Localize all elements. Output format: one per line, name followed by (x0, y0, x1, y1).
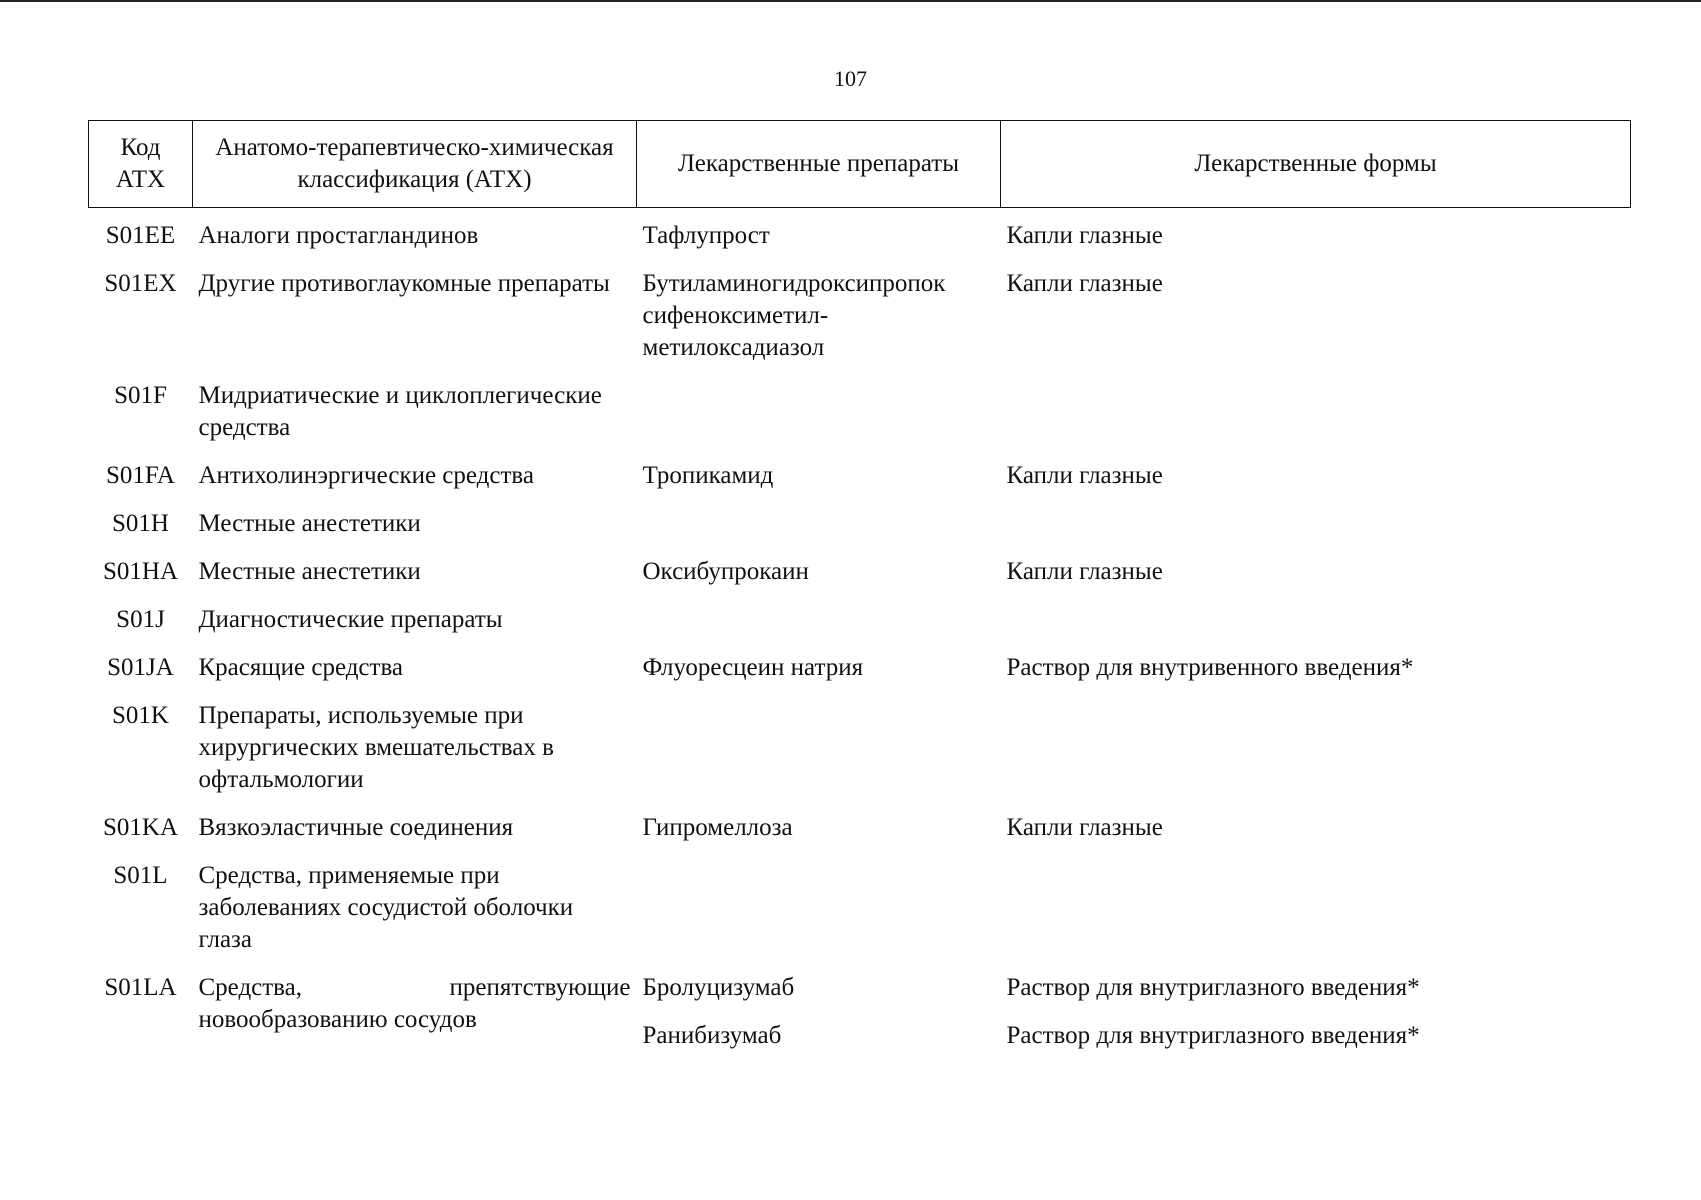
atc-classification: Аналоги простагландинов (198, 222, 479, 249)
dosage-form: Капли глазные (1006, 270, 1163, 297)
drug-cell (637, 604, 1001, 652)
drug-cell (637, 860, 1001, 972)
atc-classification: Местные анестетики (198, 510, 421, 537)
atc-table (88, 120, 1631, 1068)
form-cell (1001, 812, 1631, 860)
atc-code: S01K (112, 702, 169, 729)
atc-classification: Средства, применяемые при заболеваниях сосудистой оболочки глаза (198, 862, 574, 953)
dosage-form: Раствор для внутривенного введения* (1006, 654, 1414, 681)
header-drugs: Лекарственные препараты (637, 121, 1001, 208)
table-row (89, 860, 1631, 972)
dosage-form: Раствор для внутриглазного введения* (1006, 974, 1420, 1001)
table-row (89, 208, 1631, 269)
header-code: Код АТХ (89, 121, 193, 208)
atc-code: S01JA (107, 654, 174, 681)
drug-name: Ранибизумаб (642, 1022, 782, 1049)
atc-code: S01HA (102, 558, 178, 585)
dosage-form: Капли глазные (1006, 462, 1163, 489)
form-cell (1001, 652, 1631, 700)
drug-cell (637, 380, 1001, 460)
table-header-row (89, 121, 1631, 208)
table-row (89, 604, 1631, 652)
table-row (89, 556, 1631, 604)
drug-name: Бутиламиногидроксипропок сифеноксиметил-метилоксадиазол (642, 270, 946, 361)
atc-classification: Диагностические препараты (198, 606, 503, 633)
form-cell (1001, 508, 1631, 556)
atc-classification: Препараты, используемые при хирургических вмешательствах в офтальмологии (198, 702, 554, 793)
atc-classification: Красящие средства (198, 654, 404, 681)
drug-name: Гипромеллоза (642, 814, 793, 841)
form-cell (1001, 972, 1631, 1068)
table-row (89, 460, 1631, 508)
header-forms: Лекарственные формы (1001, 121, 1631, 208)
form-cell (1001, 700, 1631, 812)
atc-classification: Местные анестетики (198, 558, 421, 585)
table-row (89, 972, 1631, 1068)
drug-cell (637, 268, 1001, 380)
form-cell (1001, 860, 1631, 972)
atc-code: S01KA (102, 814, 178, 841)
drug-name: Бролуцизумаб (642, 974, 795, 1001)
atc-classification: Антихолинэргические средства (198, 462, 534, 489)
table-row (89, 812, 1631, 860)
form-cell (1001, 208, 1631, 269)
form-cell (1001, 604, 1631, 652)
form-cell (1001, 268, 1631, 380)
top-rule (0, 0, 1701, 2)
form-cell (1001, 380, 1631, 460)
drug-name: Флуоресцеин натрия (642, 654, 864, 681)
table-row (89, 700, 1631, 812)
dosage-form: Капли глазные (1006, 222, 1163, 249)
atc-code: S01EE (105, 222, 176, 249)
drug-cell (637, 556, 1001, 604)
atc-code: S01J (116, 606, 165, 633)
dosage-form: Капли глазные (1006, 814, 1163, 841)
table-row (89, 268, 1631, 380)
drug-cell (637, 460, 1001, 508)
atc-classification: Мидриатические и циклоплегические средства (198, 382, 602, 441)
atc-code: S01FA (105, 462, 175, 489)
drug-name: Тропикамид (642, 462, 774, 489)
atc-code: S01EX (104, 270, 177, 297)
dosage-form: Капли глазные (1006, 558, 1163, 585)
atc-classification: Другие противоглаукомные препараты (198, 270, 610, 297)
drug-name: Тафлупрост (642, 222, 770, 249)
page-number: 107 (834, 66, 867, 91)
drug-cell (637, 972, 1001, 1068)
table-row (89, 508, 1631, 556)
atc-code: S01F (114, 382, 167, 409)
dosage-form: Раствор для внутриглазного введения* (1006, 1022, 1420, 1049)
header-classification: Анатомо-терапевтическо-химическая классификация (АТХ) (193, 121, 637, 208)
table-row (89, 652, 1631, 700)
form-cell (1001, 556, 1631, 604)
atc-code: S01LA (104, 974, 177, 1001)
drug-cell (637, 652, 1001, 700)
drug-cell (637, 508, 1001, 556)
table-row (89, 380, 1631, 460)
atc-classification: Вязкоэластичные соединения (198, 814, 514, 841)
drug-cell (637, 208, 1001, 269)
drug-cell (637, 700, 1001, 812)
drug-name: Оксибупрокаин (642, 558, 809, 585)
atc-code: S01L (113, 862, 168, 889)
form-cell (1001, 460, 1631, 508)
drug-cell (637, 812, 1001, 860)
atc-code: S01H (112, 510, 169, 537)
atc-classification: Средства, препятствующие новообразованию сосудов (198, 974, 631, 1033)
